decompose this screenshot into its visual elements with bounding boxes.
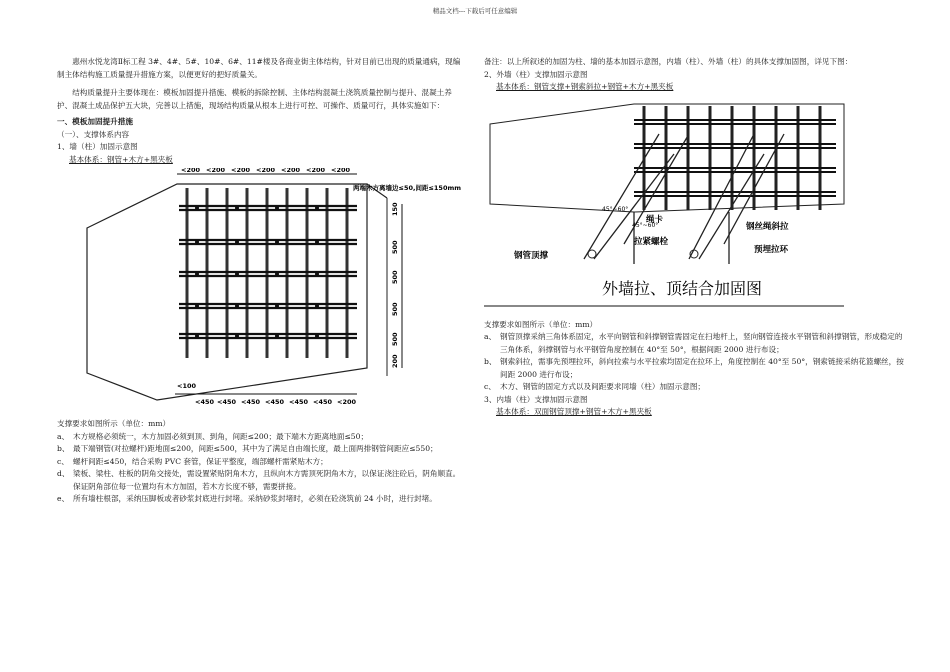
label-rope-clip: 绳卡: [646, 214, 664, 225]
bottom-dim-4: <450: [265, 398, 285, 406]
intro-paragraph-2: 结构质量提升主要体现在：模板加固提升措施、模板的拆除控制、主体结构混凝土浇筑质量控制与提升、混凝土养护、混凝土成品保护五大块，完善以上措施，现场结构质量从根本上进行可控、可操作、质量可行，具体实施如下：: [57, 88, 452, 110]
bottom-dim-2: <450: [217, 398, 237, 406]
right-column: [484, 56, 904, 419]
requirement-right-b: b、 钢索斜拉，需事先预埋拉环，斜向拉索与水平拉索均固定在拉环上，角度控制在 40°至 50°，钢索链接采纳花篮螺丝，按间距 2000 进行布设；: [484, 357, 904, 379]
top-dim-5: <200: [306, 168, 326, 174]
top-dim-6: <200: [331, 168, 351, 174]
subheading-exterior-wall: 2、外墙（柱）支撑加固示意图: [484, 69, 588, 79]
label-steel-prop: 钢管顶撑: [514, 250, 549, 261]
basic-system-3: 基本体系：双面钢管顶撑+钢管+木方+黑夹板: [496, 407, 652, 416]
requirement-b: b、 最下端钢管(对拉螺杆)距地面≤200，间距≤500，其中为了满足自由端长度，最上面两排钢管间距应≤550；: [57, 444, 438, 453]
figure-2-title: 外墙拉、顶结合加固图: [602, 278, 763, 298]
requirements-title-2: 支撑要求如图所示（单位：mm）: [484, 319, 598, 329]
bottom-dim-1: <450: [195, 398, 215, 406]
label-embedded-ring: 预埋拉环: [754, 244, 789, 255]
requirement-c: c、 螺杆间距≤450，结合采购 PVC 套管，保证平整度，端部螺杆需紧贴木方；: [57, 456, 328, 466]
section-heading-formwork: 一、模板加固提升措施: [57, 117, 133, 126]
subheading-interior-wall: 3、内墙（柱）支撑加固示意图: [484, 394, 588, 404]
bottom-dim-6: <450: [313, 398, 333, 406]
bottom-dim-0: <100: [177, 382, 197, 390]
intro-paragraph-1: 惠州水悦龙湾Ⅱ标工程 3#、4#、5#、10#、6#、11#楼及各商业街主体结构，针对目前已出现的质量通病，现编制主体结构施工质量提升措施方案，以便更好的把好质量关。: [57, 57, 461, 79]
subheading-wall-column: 1、墙（柱）加固示意图: [57, 142, 138, 151]
bottom-dim-3: <450: [241, 398, 261, 406]
left-column: [57, 56, 467, 506]
right-dim-2: 500: [391, 270, 399, 284]
right-dim-0: 150: [391, 202, 399, 216]
top-dim-label: 两端木方离墙边≤50,间距≤150mm: [353, 184, 462, 192]
right-dim-3: 500: [391, 302, 399, 316]
requirement-right-a: a、 钢管顶撑采纳三角体系固定，水平向钢管和斜撑钢管需固定在扫地杆上，竖向钢管连接水平钢管和斜撑钢管，形成稳定的三角体系，斜撑钢管与水平钢管角度控制在 40°至 50°，根据间距 2000 进行布设；: [484, 332, 903, 354]
top-dim-4: <200: [281, 168, 301, 174]
right-dim-5: 200: [391, 354, 399, 368]
angle-label-1: 45°~60°: [602, 205, 629, 213]
subheading-support-system: （一）、支撑体系内容: [57, 129, 130, 139]
right-dim-4: 500: [391, 332, 399, 346]
top-dim-3: <200: [256, 168, 276, 174]
angle-label-2: 45°~60°: [632, 221, 659, 229]
top-dim-0: <200: [181, 168, 201, 174]
bottom-dim-7: <200: [337, 398, 357, 406]
top-dim-1: <200: [206, 168, 226, 174]
page-header: 精品文档---下载后可任意编辑: [432, 7, 518, 15]
label-tension-bolt: 拉紧螺栓: [634, 236, 669, 247]
requirement-a: a、 木方规格必须统一，木方加固必须到顶、到角，间距≤200；最下端木方距离地面≤50；: [57, 431, 369, 441]
label-wire-rope-brace: 钢丝绳斜拉: [746, 221, 789, 232]
wall-column-reinforcement-figure: [57, 168, 467, 418]
requirement-d: d、 梁板、梁柱、柱板的阴角交接处，需设置紧贴阴角木方，且纵向木方需顶死阴角木方，以保证浇注砼后，阴角顺直。保证阴角部位每一位置均有木方加固，若木方长度不够，需要拼接。: [57, 469, 461, 491]
top-dim-2: <200: [231, 168, 251, 174]
note-paragraph: 备注：以上所叙述的加固为柱、墙的基本加固示意图，内墙（柱）、外墙（柱）的具体支撑加固图，详见下图：: [484, 57, 853, 66]
right-dim-1: 500: [391, 240, 399, 254]
basic-system-1: 基本体系：钢管+木方+黑夹板: [69, 154, 173, 164]
exterior-wall-bracing-figure: [484, 94, 904, 319]
basic-system-2: 基本体系：钢管支撑+钢索斜拉+钢管+木方+黑夹板: [496, 82, 674, 91]
bottom-dim-5: <450: [289, 398, 309, 406]
requirement-right-c: c、 木方、钢管的固定方式以及间距要求同墙（柱）加固示意图；: [484, 382, 706, 391]
requirements-title-1: 支撑要求如图所示（单位：mm）: [57, 419, 171, 428]
requirement-e: e、 所有墙柱根部，采纳压脚板或者砂浆封底进行封堵。采纳砂浆封堵时，必须在砼浇筑前 24 小时，进行封堵。: [57, 494, 437, 503]
